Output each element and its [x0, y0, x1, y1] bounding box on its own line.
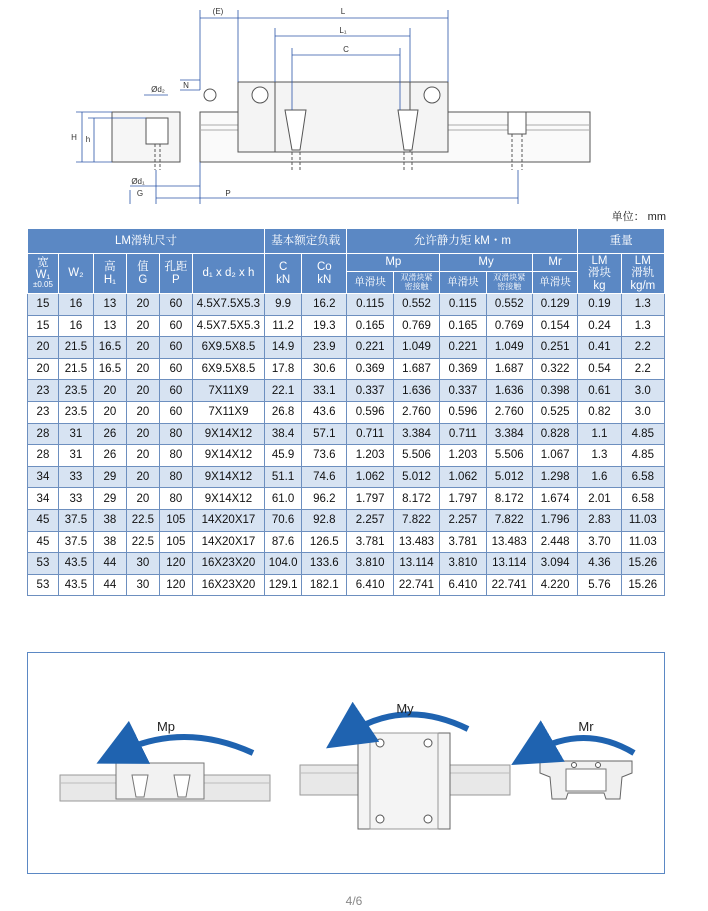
- table-row: [28, 401, 665, 423]
- table-cell: 60: [159, 315, 192, 337]
- table-row: [28, 531, 665, 553]
- col-g: 值 G: [126, 254, 159, 294]
- table-cell: 53: [28, 553, 59, 575]
- table-cell: 0.769: [393, 315, 439, 337]
- col-w2: W₂: [58, 254, 93, 294]
- table-cell: 16: [58, 315, 93, 337]
- table-cell: 0.322: [532, 358, 577, 380]
- table-cell: 3.0: [621, 401, 664, 423]
- table-cell: 7X11X9: [192, 380, 264, 402]
- table-cell: 1.3: [621, 315, 664, 337]
- table-cell: 43.6: [302, 401, 347, 423]
- mp-label: Mp: [156, 719, 176, 734]
- table-cell: 74.6: [302, 466, 347, 488]
- table-cell: 5.506: [486, 445, 532, 467]
- table-cell: 80: [159, 423, 192, 445]
- table-cell: 0.41: [578, 337, 621, 359]
- table-cell: 1.636: [486, 380, 532, 402]
- col-c: C kN: [265, 254, 302, 294]
- table-cell: 0.369: [347, 358, 393, 380]
- table-cell: 26: [93, 445, 126, 467]
- table-cell: 0.221: [347, 337, 393, 359]
- table-cell: 20: [126, 337, 159, 359]
- table-cell: 105: [159, 509, 192, 531]
- table-cell: 30.6: [302, 358, 347, 380]
- linear-guide-drawing: [60, 0, 620, 212]
- table-cell: 20: [126, 358, 159, 380]
- table-row: [28, 358, 665, 380]
- table-cell: 3.0: [621, 380, 664, 402]
- table-cell: 1.203: [440, 445, 486, 467]
- table-cell: 7X11X9: [192, 401, 264, 423]
- table-cell: 33: [58, 466, 93, 488]
- table-cell: 43.5: [58, 574, 93, 596]
- table-cell: 16.5: [93, 358, 126, 380]
- table-cell: 1.687: [486, 358, 532, 380]
- table-cell: 0.337: [440, 380, 486, 402]
- table-cell: 22.741: [486, 574, 532, 596]
- table-cell: 133.6: [302, 553, 347, 575]
- table-cell: 20: [126, 423, 159, 445]
- table-cell: 1.3: [621, 294, 664, 316]
- table-cell: 0.525: [532, 401, 577, 423]
- page-number: 4/6: [345, 894, 363, 908]
- table-cell: 11.03: [621, 509, 664, 531]
- mr-label: Mr: [578, 719, 594, 734]
- table-cell: 70.6: [265, 509, 302, 531]
- table-cell: 0.61: [578, 380, 621, 402]
- table-cell: 0.552: [393, 294, 439, 316]
- table-cell: 1.687: [393, 358, 439, 380]
- table-cell: 20: [126, 401, 159, 423]
- table-cell: 6.58: [621, 466, 664, 488]
- table-cell: 20: [126, 315, 159, 337]
- col-dims: d₁ x d₂ x h: [192, 254, 264, 294]
- table-cell: 0.711: [347, 423, 393, 445]
- table-cell: 0.54: [578, 358, 621, 380]
- table-cell: 8.172: [486, 488, 532, 510]
- table-cell: 104.0: [265, 553, 302, 575]
- table-cell: 2.2: [621, 337, 664, 359]
- dim-g-label: G: [136, 189, 144, 198]
- dim-d1-label: Ød₁: [131, 177, 145, 186]
- dim-n-label: N: [183, 81, 189, 90]
- table-cell: 1.796: [532, 509, 577, 531]
- table-cell: 11.03: [621, 531, 664, 553]
- table-cell: 5.012: [393, 466, 439, 488]
- table-cell: 0.828: [532, 423, 577, 445]
- col-mp-double: 双滑块紧 密接触: [393, 272, 439, 294]
- table-cell: 9X14X12: [192, 466, 264, 488]
- table-cell: 30: [126, 574, 159, 596]
- table-row: [28, 488, 665, 510]
- table-cell: 105: [159, 531, 192, 553]
- col-my: My: [440, 254, 533, 272]
- spec-table-body: [28, 294, 665, 596]
- mr-diagram: [532, 719, 634, 799]
- table-cell: 43.5: [58, 553, 93, 575]
- table-cell: 87.6: [265, 531, 302, 553]
- table-row: [28, 294, 665, 316]
- table-cell: 30: [126, 553, 159, 575]
- table-cell: 2.448: [532, 531, 577, 553]
- table-cell: 61.0: [265, 488, 302, 510]
- table-cell: 4.85: [621, 423, 664, 445]
- table-cell: 33: [58, 488, 93, 510]
- dim-d2-label: Ød₂: [151, 85, 165, 94]
- col-co: Co kN: [302, 254, 347, 294]
- table-cell: 51.1: [265, 466, 302, 488]
- table-cell: 13.483: [393, 531, 439, 553]
- table-cell: 37.5: [58, 531, 93, 553]
- table-cell: 1.062: [440, 466, 486, 488]
- group-moment: 允许静力矩 kM・m: [347, 229, 578, 254]
- table-cell: 22.741: [393, 574, 439, 596]
- table-cell: 4.220: [532, 574, 577, 596]
- table-cell: 13: [93, 294, 126, 316]
- table-cell: 20: [126, 380, 159, 402]
- table-cell: 3.384: [393, 423, 439, 445]
- table-cell: 21.5: [58, 358, 93, 380]
- table-cell: 14.9: [265, 337, 302, 359]
- moment-illustration: [27, 652, 665, 874]
- table-cell: 13.114: [486, 553, 532, 575]
- mp-diagram: [60, 719, 270, 801]
- table-cell: 20: [28, 358, 59, 380]
- col-mr-single: 单滑块: [532, 272, 577, 294]
- table-row: [28, 509, 665, 531]
- table-cell: 0.221: [440, 337, 486, 359]
- table-cell: 1.203: [347, 445, 393, 467]
- col-my-single: 单滑块: [440, 272, 486, 294]
- table-cell: 13: [93, 315, 126, 337]
- table-cell: 182.1: [302, 574, 347, 596]
- table-cell: 22.5: [126, 531, 159, 553]
- table-cell: 6X9.5X8.5: [192, 358, 264, 380]
- col-lm-block: LM 滑块 kg: [578, 254, 621, 294]
- table-cell: 0.154: [532, 315, 577, 337]
- table-cell: 80: [159, 445, 192, 467]
- table-cell: 16X23X20: [192, 553, 264, 575]
- table-cell: 92.8: [302, 509, 347, 531]
- table-cell: 2.257: [347, 509, 393, 531]
- table-cell: 5.76: [578, 574, 621, 596]
- table-cell: 2.760: [393, 401, 439, 423]
- table-row: [28, 553, 665, 575]
- col-mp: Mp: [347, 254, 440, 272]
- table-cell: 15: [28, 294, 59, 316]
- table-cell: 0.596: [440, 401, 486, 423]
- table-cell: 21.5: [58, 337, 93, 359]
- table-cell: 29: [93, 466, 126, 488]
- table-cell: 2.257: [440, 509, 486, 531]
- table-cell: 6.410: [440, 574, 486, 596]
- table-cell: 38.4: [265, 423, 302, 445]
- table-cell: 2.83: [578, 509, 621, 531]
- table-cell: 29: [93, 488, 126, 510]
- table-cell: 9X14X12: [192, 423, 264, 445]
- table-cell: 3.094: [532, 553, 577, 575]
- table-cell: 44: [93, 574, 126, 596]
- table-cell: 0.596: [347, 401, 393, 423]
- table-cell: 37.5: [58, 509, 93, 531]
- table-cell: 2.01: [578, 488, 621, 510]
- table-cell: 60: [159, 380, 192, 402]
- table-cell: 23: [28, 401, 59, 423]
- table-cell: 23: [28, 380, 59, 402]
- group-load: 基本额定负载: [265, 229, 347, 254]
- mr-arrow: [532, 738, 634, 753]
- table-cell: 5.506: [393, 445, 439, 467]
- table-cell: 1.674: [532, 488, 577, 510]
- my-label: My: [396, 701, 414, 716]
- table-cell: 17.8: [265, 358, 302, 380]
- table-cell: 5.012: [486, 466, 532, 488]
- table-cell: 45: [28, 531, 59, 553]
- col-mp-single: 单滑块: [347, 272, 393, 294]
- table-cell: 0.165: [347, 315, 393, 337]
- table-cell: 60: [159, 401, 192, 423]
- table-cell: 0.369: [440, 358, 486, 380]
- table-cell: 0.769: [486, 315, 532, 337]
- table-cell: 13.483: [486, 531, 532, 553]
- unit-label: 单位： mm: [611, 211, 666, 223]
- table-cell: 23.9: [302, 337, 347, 359]
- table-cell: 26: [93, 423, 126, 445]
- group-rail-dims: LM滑轨尺寸: [28, 229, 265, 254]
- table-cell: 2.2: [621, 358, 664, 380]
- table-cell: 16.5: [93, 337, 126, 359]
- dim-l1-label: L₁: [339, 26, 347, 35]
- table-cell: 1.062: [347, 466, 393, 488]
- table-cell: 11.2: [265, 315, 302, 337]
- table-row: [28, 337, 665, 359]
- table-cell: 20: [28, 337, 59, 359]
- table-cell: 3.810: [347, 553, 393, 575]
- dim-p-label: P: [225, 189, 231, 198]
- table-cell: 16X23X20: [192, 574, 264, 596]
- table-cell: 60: [159, 337, 192, 359]
- table-cell: 6X9.5X8.5: [192, 337, 264, 359]
- col-p: 孔距 P: [159, 254, 192, 294]
- table-cell: 7.822: [486, 509, 532, 531]
- table-cell: 31: [58, 423, 93, 445]
- table-cell: 20: [126, 466, 159, 488]
- col-h1: 高 H₁: [93, 254, 126, 294]
- table-cell: 0.552: [486, 294, 532, 316]
- table-cell: 0.165: [440, 315, 486, 337]
- table-cell: 22.1: [265, 380, 302, 402]
- table-cell: 0.115: [347, 294, 393, 316]
- table-cell: 0.129: [532, 294, 577, 316]
- table-cell: 3.781: [440, 531, 486, 553]
- table-cell: 14X20X17: [192, 509, 264, 531]
- group-weight: 重量: [578, 229, 665, 254]
- table-cell: 8.172: [393, 488, 439, 510]
- col-my-double: 双滑块紧 密接触: [486, 272, 532, 294]
- table-cell: 0.19: [578, 294, 621, 316]
- table-cell: 0.24: [578, 315, 621, 337]
- col-mr: Mr: [532, 254, 577, 272]
- table-cell: 28: [28, 423, 59, 445]
- table-cell: 34: [28, 466, 59, 488]
- table-cell: 45.9: [265, 445, 302, 467]
- table-cell: 15: [28, 315, 59, 337]
- table-cell: 45: [28, 509, 59, 531]
- table-cell: 1.797: [347, 488, 393, 510]
- table-cell: 0.115: [440, 294, 486, 316]
- dim-h-label: h: [85, 135, 91, 144]
- table-cell: 6.410: [347, 574, 393, 596]
- col-lm-rail: LM 滑轨 kg/m: [621, 254, 664, 294]
- table-cell: 4.5X7.5X5.3: [192, 315, 264, 337]
- table-cell: 57.1: [302, 423, 347, 445]
- table-cell: 20: [93, 401, 126, 423]
- table-cell: 20: [126, 445, 159, 467]
- table-cell: 60: [159, 294, 192, 316]
- table-cell: 53: [28, 574, 59, 596]
- table-cell: 73.6: [302, 445, 347, 467]
- table-cell: 3.781: [347, 531, 393, 553]
- table-cell: 3.810: [440, 553, 486, 575]
- table-cell: 1.1: [578, 423, 621, 445]
- table-cell: 6.58: [621, 488, 664, 510]
- table-cell: 2.760: [486, 401, 532, 423]
- table-cell: 80: [159, 466, 192, 488]
- table-cell: 96.2: [302, 488, 347, 510]
- dim-hh-label: H: [71, 133, 77, 142]
- table-cell: 20: [126, 294, 159, 316]
- table-cell: 34: [28, 488, 59, 510]
- table-cell: 3.70: [578, 531, 621, 553]
- table-cell: 120: [159, 574, 192, 596]
- table-cell: 1.298: [532, 466, 577, 488]
- my-arrow: [346, 714, 468, 735]
- moment-diagrams: [28, 653, 666, 875]
- table-cell: 0.398: [532, 380, 577, 402]
- table-cell: 4.5X7.5X5.3: [192, 294, 264, 316]
- table-cell: 23.5: [58, 401, 93, 423]
- table-cell: 16.2: [302, 294, 347, 316]
- table-cell: 22.5: [126, 509, 159, 531]
- table-cell: 3.384: [486, 423, 532, 445]
- dim-e-label: (E): [212, 7, 224, 16]
- table-row: [28, 466, 665, 488]
- col-w1: 宽 W₁ ±0.05: [28, 254, 59, 294]
- table-cell: 0.337: [347, 380, 393, 402]
- table-cell: 33.1: [302, 380, 347, 402]
- table-cell: 9.9: [265, 294, 302, 316]
- table-cell: 126.5: [302, 531, 347, 553]
- table-cell: 4.85: [621, 445, 664, 467]
- table-cell: 16: [58, 294, 93, 316]
- table-cell: 4.36: [578, 553, 621, 575]
- table-cell: 0.711: [440, 423, 486, 445]
- table-cell: 26.8: [265, 401, 302, 423]
- table-cell: 120: [159, 553, 192, 575]
- table-cell: 38: [93, 531, 126, 553]
- table-cell: 1.6: [578, 466, 621, 488]
- table-cell: 1.636: [393, 380, 439, 402]
- table-cell: 38: [93, 509, 126, 531]
- dim-c-label: C: [343, 45, 349, 54]
- table-cell: 9X14X12: [192, 488, 264, 510]
- table-cell: 1.067: [532, 445, 577, 467]
- table-cell: 1.049: [486, 337, 532, 359]
- table-cell: 20: [126, 488, 159, 510]
- spec-table: [27, 228, 665, 596]
- table-cell: 20: [93, 380, 126, 402]
- table-cell: 7.822: [393, 509, 439, 531]
- table-cell: 9X14X12: [192, 445, 264, 467]
- my-diagram: [300, 701, 510, 829]
- dim-l-label: L: [340, 7, 346, 16]
- table-cell: 0.82: [578, 401, 621, 423]
- table-cell: 129.1: [265, 574, 302, 596]
- table-cell: 15.26: [621, 553, 664, 575]
- table-cell: 13.114: [393, 553, 439, 575]
- table-cell: 19.3: [302, 315, 347, 337]
- table-row: [28, 315, 665, 337]
- table-cell: 0.251: [532, 337, 577, 359]
- table-cell: 60: [159, 358, 192, 380]
- table-cell: 80: [159, 488, 192, 510]
- mp-arrow: [118, 737, 253, 753]
- table-cell: 15.26: [621, 574, 664, 596]
- table-cell: 1.049: [393, 337, 439, 359]
- table-cell: 28: [28, 445, 59, 467]
- table-cell: 1.3: [578, 445, 621, 467]
- table-cell: 31: [58, 445, 93, 467]
- table-cell: 23.5: [58, 380, 93, 402]
- table-cell: 14X20X17: [192, 531, 264, 553]
- table-row: [28, 423, 665, 445]
- table-cell: 1.797: [440, 488, 486, 510]
- table-row: [28, 574, 665, 596]
- table-cell: 44: [93, 553, 126, 575]
- table-row: [28, 445, 665, 467]
- table-row: [28, 380, 665, 402]
